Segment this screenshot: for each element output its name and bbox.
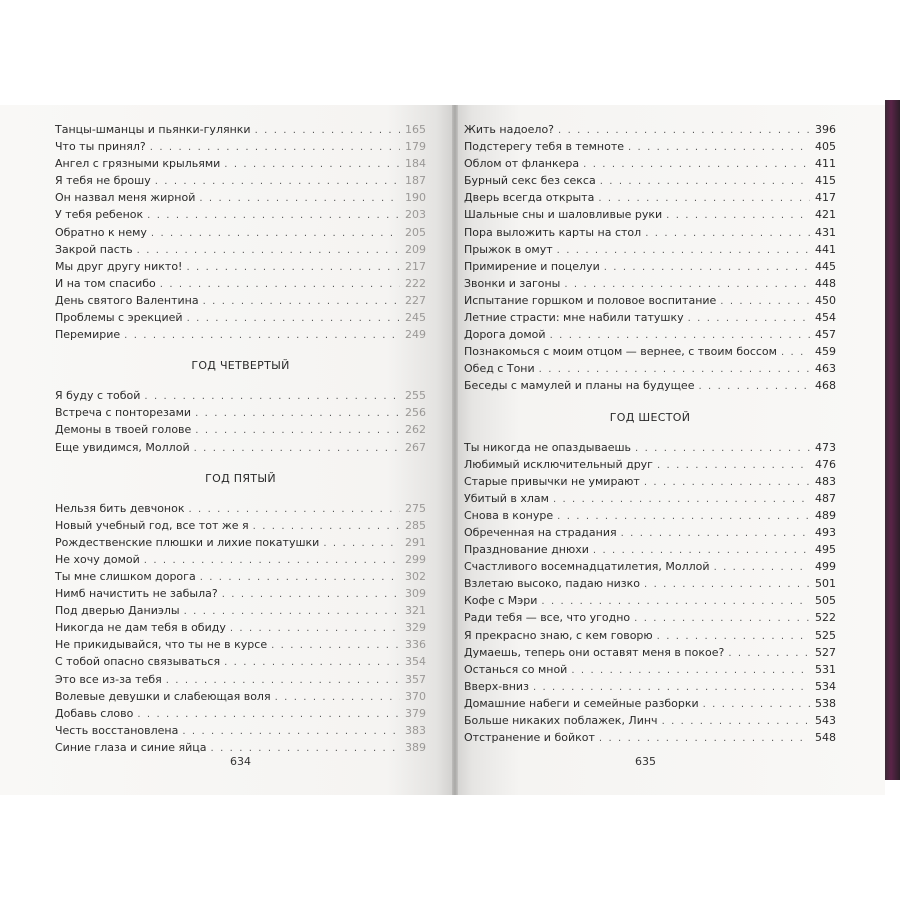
dot-leader: [720, 293, 810, 310]
toc-entry: [464, 473, 836, 490]
toc-entry-page: 463: [815, 362, 836, 376]
toc-entry: [55, 534, 426, 551]
toc-entry: [464, 695, 836, 712]
dot-leader: [275, 689, 400, 706]
dot-leader: [728, 645, 810, 662]
toc-entry: [55, 138, 426, 155]
dot-leader: [323, 535, 400, 552]
toc-entry-title: Жить надоело?: [464, 123, 555, 136]
toc-entry-page: 415: [815, 174, 836, 188]
toc-entry-page: 454: [815, 311, 836, 325]
toc-entry-title: Не прикидывайся, что ты не в курсе: [55, 638, 268, 652]
toc-entry-page: 285: [405, 518, 426, 532]
dot-leader: [166, 672, 400, 689]
toc-group-a: [464, 121, 836, 395]
toc-entry: [55, 155, 426, 172]
dot-leader: [151, 225, 400, 242]
toc-entry-page: 190: [405, 191, 426, 205]
toc-entry-title: Взлетаю высоко, падаю низко: [464, 577, 641, 591]
toc-entry-page: 473: [815, 440, 836, 454]
page-number-right: 635: [635, 755, 656, 768]
toc-entry-page: 357: [405, 672, 426, 686]
toc-entry-page: 383: [405, 723, 426, 737]
toc-entry-title: Думаешь, теперь они оставят меня в покое?: [464, 645, 725, 659]
toc-entry: [464, 138, 836, 155]
toc-entry-title: Шальные сны и шаловливые руки: [464, 208, 663, 222]
toc-entry-title: Рождественские плюшки и лихие покатушки: [55, 535, 320, 549]
dot-leader: [224, 156, 400, 173]
dot-leader: [557, 242, 810, 259]
section-title-year-four: ГОД ЧЕТВЕРТЫЙ: [191, 359, 290, 373]
dot-leader: [147, 207, 400, 224]
toc-entry-title: Ангел с грязными крыльями: [55, 157, 221, 171]
toc-entry: [55, 421, 426, 438]
toc-entry: [464, 490, 836, 507]
toc-entry-page: 299: [405, 552, 426, 566]
toc-entry-page: 302: [405, 569, 426, 583]
toc-entry-page: 534: [815, 679, 836, 693]
toc-entry: [55, 636, 426, 653]
toc-entry-title: Закрой пасть: [55, 242, 133, 256]
toc-entry: [55, 705, 426, 722]
toc-entry-page: 493: [815, 525, 836, 539]
toc-entry-page: 209: [405, 242, 426, 256]
toc-entry-title: Примирение и поцелуи: [464, 259, 600, 273]
toc-entry: [55, 653, 426, 670]
toc-entry-page: 527: [815, 645, 836, 659]
dot-leader: [541, 593, 810, 610]
toc-entry: [464, 326, 836, 343]
toc-entry: [464, 377, 836, 394]
toc-group-b: [55, 387, 426, 455]
toc-entry-title: Новый учебный год, все тот же я: [55, 518, 249, 532]
toc-entry: [55, 387, 426, 404]
toc-entry: [55, 551, 426, 568]
toc-entry-title: Ты никогда не опаздываешь: [464, 440, 632, 454]
toc-entry-page: 275: [405, 501, 426, 515]
toc-entry-title: У тебя ребенок: [55, 208, 144, 222]
toc-entry-title: Летние страсти: мне набили татушку: [464, 311, 684, 325]
toc-entry-title: Мы друг другу никто!: [55, 259, 183, 273]
dot-leader: [253, 518, 400, 535]
dot-leader: [187, 310, 400, 327]
toc-entry-page: 255: [405, 389, 426, 403]
toc-entry-title: Я буду с тобой: [55, 389, 141, 403]
dot-leader: [635, 440, 810, 457]
toc-entry-page: 203: [405, 208, 426, 222]
toc-entry-page: 262: [405, 423, 426, 437]
toc-entry: [55, 326, 426, 343]
toc-entry-page: 525: [815, 628, 836, 642]
toc-entry-page: 483: [815, 474, 836, 488]
toc-entry-page: 267: [405, 440, 426, 454]
toc-entry-title: Познакомься с моим отцом — вернее, с твоим боссом: [464, 345, 777, 359]
toc-entry-title: Я тебя не брошу: [55, 174, 151, 188]
toc-entry: [464, 155, 836, 172]
toc-entry: [464, 678, 836, 695]
toc-entry: [464, 258, 836, 275]
toc-entry-page: 538: [815, 696, 836, 710]
toc-entry: [55, 258, 426, 275]
toc-entry: [55, 619, 426, 636]
toc-entry: [464, 644, 836, 661]
dot-leader: [539, 361, 810, 378]
toc-entry-title: Волевые девушки и слабеющая воля: [55, 689, 271, 703]
toc-entry-title: Празднование днюхи: [464, 543, 589, 557]
toc-entry-page: 468: [815, 379, 836, 393]
toc-entry-title: Счастливого восемнадцатилетия, Моллой: [464, 560, 710, 574]
toc-entry-title: Еще увидимся, Моллой: [55, 440, 190, 454]
dot-leader: [224, 654, 400, 671]
toc-entry-title: День святого Валентина: [55, 293, 199, 307]
toc-entry-title: Снова в конуре: [464, 508, 554, 522]
toc-entry-page: 291: [405, 535, 426, 549]
toc-entry-page: 379: [405, 706, 426, 720]
toc-entry-page: 227: [405, 293, 426, 307]
toc-entry-title: Любимый исключительный друг: [464, 457, 653, 471]
toc-group-a: [55, 121, 426, 343]
toc-entry: [55, 739, 426, 756]
dot-leader: [195, 422, 400, 439]
dot-leader: [634, 610, 810, 627]
toc-entry: [464, 524, 836, 541]
dot-leader: [182, 723, 400, 740]
dot-leader: [199, 190, 400, 207]
dot-leader: [186, 259, 400, 276]
page-number-left: 634: [230, 755, 251, 768]
adjacent-book-edge: [885, 100, 900, 780]
dot-leader: [144, 388, 400, 405]
toc-entry: [464, 712, 836, 729]
toc-entry: [464, 609, 836, 626]
dot-leader: [703, 696, 810, 713]
dot-leader: [222, 586, 400, 603]
toc-entry: [55, 671, 426, 688]
toc-entry: [55, 172, 426, 189]
dot-leader: [600, 173, 810, 190]
toc-entry-title: Он назвал меня жирной: [55, 191, 196, 205]
dot-leader: [564, 276, 810, 293]
left-page: [0, 105, 455, 795]
toc-entry-title: Проблемы с эрекцией: [55, 311, 183, 325]
dot-leader: [155, 173, 400, 190]
dot-leader: [558, 122, 810, 139]
toc-entry-page: 354: [405, 655, 426, 669]
toc-entry-page: 441: [815, 242, 836, 256]
toc-entry-title: Облом от фланкера: [464, 157, 580, 171]
toc-entry-page: 448: [815, 276, 836, 290]
dot-leader: [666, 207, 810, 224]
dot-leader: [571, 662, 810, 679]
toc-entry: [464, 121, 836, 138]
toc-entry-title: Беседы с мамулей и планы на будущее: [464, 379, 695, 393]
dot-leader: [124, 327, 400, 344]
toc-right: [464, 121, 836, 746]
dot-leader: [657, 628, 810, 645]
toc-entry-page: 548: [815, 731, 836, 745]
toc-entry-title: Старые привычки не умирают: [464, 474, 640, 488]
toc-entry-page: 321: [405, 604, 426, 618]
dot-leader: [598, 190, 810, 207]
dot-leader: [255, 122, 400, 139]
toc-entry-title: Больше никаких поблажек, Линч: [464, 714, 658, 727]
toc-entry: [55, 224, 426, 241]
toc-entry-title: Дверь всегда открыта: [464, 191, 595, 205]
toc-entry: [55, 500, 426, 517]
toc-entry-page: 217: [405, 259, 426, 273]
dot-leader: [593, 542, 810, 559]
toc-entry: [55, 275, 426, 292]
toc-entry-title: Это все из-за тебя: [55, 672, 162, 686]
toc-entry: [464, 575, 836, 592]
dot-leader: [200, 569, 400, 586]
toc-entry: [464, 360, 836, 377]
toc-entry-page: 487: [815, 491, 836, 505]
toc-entry: [464, 189, 836, 206]
toc-entry-page: 309: [405, 587, 426, 601]
toc-entry: [55, 404, 426, 421]
dot-leader: [604, 259, 810, 276]
toc-entry: [464, 292, 836, 309]
toc-entry-page: 457: [815, 328, 836, 342]
toc-entry-title: Останься со мной: [464, 662, 568, 676]
dot-leader: [203, 293, 400, 310]
toc-entry-title: Я прекрасно знаю, с кем говорю: [464, 628, 653, 642]
toc-entry-title: Ради тебя — все, что угодно: [464, 611, 631, 625]
toc-entry-title: Нимб начистить не забыла?: [55, 587, 218, 601]
toc-entry: [464, 241, 836, 258]
toc-entry-title: Обреченная на страдания: [464, 525, 617, 539]
toc-entry-title: И на том спасибо: [55, 276, 156, 290]
toc-entry-title: Встреча с понторезами: [55, 406, 192, 420]
toc-entry-page: 336: [405, 638, 426, 652]
dot-leader: [189, 501, 401, 518]
toc-entry-title: Отстранение и бойкот: [464, 731, 595, 745]
toc-entry-page: 501: [815, 577, 836, 591]
dot-leader: [599, 730, 810, 747]
toc-entry: [464, 275, 836, 292]
section-title-year-six: ГОД ШЕСТОЙ: [609, 410, 691, 424]
toc-entry-title: Бурный секс без секса: [464, 174, 596, 188]
toc-entry: [55, 517, 426, 534]
toc-entry: [55, 121, 426, 138]
dot-leader: [557, 508, 810, 525]
toc-entry-title: Никогда не дам тебя в обиду: [55, 621, 226, 635]
toc-entry-page: 531: [815, 662, 836, 676]
dot-leader: [271, 637, 400, 654]
dot-leader: [230, 620, 400, 637]
section-title-year-five: ГОД ПЯТЫЙ: [205, 471, 276, 485]
toc-entry: [464, 592, 836, 609]
dot-leader: [621, 525, 810, 542]
toc-entry-page: 489: [815, 508, 836, 522]
dot-leader: [781, 344, 810, 361]
toc-entry: [55, 292, 426, 309]
toc-entry-page: 505: [815, 594, 836, 608]
dot-leader: [644, 474, 810, 491]
toc-entry: [55, 309, 426, 326]
toc-entry: [464, 343, 836, 360]
toc-entry-page: 184: [405, 157, 426, 171]
toc-entry: [55, 439, 426, 456]
dot-leader: [137, 706, 400, 723]
dot-leader: [194, 440, 400, 457]
toc-entry-title: Дорога домой: [464, 328, 546, 342]
toc-entry: [464, 224, 836, 241]
dot-leader: [533, 679, 810, 696]
toc-entry-page: 329: [405, 621, 426, 635]
dot-leader: [184, 603, 400, 620]
toc-entry-title: Обед с Тони: [464, 362, 535, 376]
toc-entry-title: Перемирие: [55, 328, 121, 342]
toc-left: [55, 121, 426, 756]
toc-entry: [464, 541, 836, 558]
toc-entry-title: Демоны в твоей голове: [55, 423, 192, 437]
dot-leader: [645, 225, 810, 242]
toc-entry: [55, 206, 426, 223]
dot-leader: [150, 139, 400, 156]
toc-entry-page: 205: [405, 225, 426, 239]
toc-entry-page: 256: [405, 406, 426, 420]
toc-group-c: [55, 500, 426, 756]
toc-entry-page: 245: [405, 311, 426, 325]
toc-entry-page: 499: [815, 560, 836, 574]
toc-entry-title: Честь восстановлена: [55, 723, 179, 737]
toc-entry-page: 187: [405, 174, 426, 188]
toc-entry-page: 249: [405, 328, 426, 342]
toc-entry: [55, 241, 426, 258]
toc-entry: [464, 627, 836, 644]
toc-entry: [55, 722, 426, 739]
toc-entry: [464, 661, 836, 678]
toc-entry-page: 543: [815, 714, 836, 727]
toc-entry-title: Вверх-вниз: [464, 679, 529, 693]
toc-entry: [55, 688, 426, 705]
toc-entry-page: 450: [815, 293, 836, 307]
toc-entry-title: Испытание горшком и половое воспитание: [464, 293, 717, 307]
toc-entry-title: Домашние набеги и семейные разборки: [464, 696, 699, 710]
toc-entry: [464, 206, 836, 223]
dot-leader: [714, 559, 810, 576]
dot-leader: [160, 276, 400, 293]
toc-entry-page: 179: [405, 140, 426, 154]
dot-leader: [698, 378, 810, 395]
toc-entry-title: Подстерегу тебя в темноте: [464, 140, 624, 154]
toc-entry-title: Пора выложить карты на стол: [464, 225, 642, 239]
toc-entry-title: Ты мне слишком дорога: [55, 569, 196, 583]
toc-entry-page: 165: [405, 123, 426, 136]
toc-entry: [464, 558, 836, 575]
dot-leader: [137, 242, 400, 259]
toc-entry-page: 396: [815, 123, 836, 136]
toc-entry-page: 476: [815, 457, 836, 471]
toc-entry: [464, 456, 836, 473]
dot-leader: [628, 139, 810, 156]
toc-entry-title: Добавь слово: [55, 706, 134, 720]
toc-entry: [464, 729, 836, 746]
dot-leader: [657, 457, 810, 474]
dot-leader: [688, 310, 810, 327]
dot-leader: [644, 576, 810, 593]
toc-entry-title: Обратно к нему: [55, 225, 147, 239]
dot-leader: [550, 327, 810, 344]
toc-entry-title: Звонки и загоны: [464, 276, 561, 290]
toc-entry-page: 495: [815, 543, 836, 557]
toc-entry-title: Прыжок в омут: [464, 242, 553, 256]
toc-entry: [55, 602, 426, 619]
toc-entry-page: 405: [815, 140, 836, 154]
toc-entry-page: 431: [815, 225, 836, 239]
toc-entry: [464, 507, 836, 524]
toc-entry: [464, 309, 836, 326]
toc-entry: [464, 172, 836, 189]
toc-entry: [464, 439, 836, 456]
toc-entry-title: Не хочу домой: [55, 552, 140, 566]
toc-entry-page: 459: [815, 345, 836, 359]
toc-entry-page: 445: [815, 259, 836, 273]
book-spread: [0, 105, 900, 795]
toc-entry-title: Кофе с Мэри: [464, 594, 538, 608]
toc-entry-title: С тобой опасно связываться: [55, 655, 221, 669]
toc-entry-page: 389: [405, 740, 426, 754]
toc-entry: [55, 585, 426, 602]
dot-leader: [144, 552, 400, 569]
toc-entry-page: 411: [815, 157, 836, 171]
toc-entry-title: Нельзя бить девчонок: [55, 501, 185, 515]
toc-entry-page: 370: [405, 689, 426, 703]
toc-entry-page: 222: [405, 276, 426, 290]
toc-entry-title: Под дверью Даниэлы: [55, 604, 180, 618]
toc-entry: [55, 568, 426, 585]
toc-entry-page: 522: [815, 611, 836, 625]
dot-leader: [553, 491, 810, 508]
dot-leader: [583, 156, 810, 173]
book-gutter: [452, 105, 458, 795]
right-page: [455, 105, 885, 795]
toc-entry: [55, 189, 426, 206]
toc-entry-title: Синие глаза и синие яйца: [55, 740, 207, 754]
toc-entry-title: Что ты принял?: [55, 140, 146, 154]
dot-leader: [195, 405, 400, 422]
dot-leader: [662, 713, 810, 730]
toc-entry-page: 421: [815, 208, 836, 222]
toc-group-b: [464, 439, 836, 747]
toc-entry-title: Убитый в хлам: [464, 491, 549, 505]
toc-entry-title: Танцы-шманцы и пьянки-гулянки: [55, 123, 251, 136]
toc-entry-page: 417: [815, 191, 836, 205]
